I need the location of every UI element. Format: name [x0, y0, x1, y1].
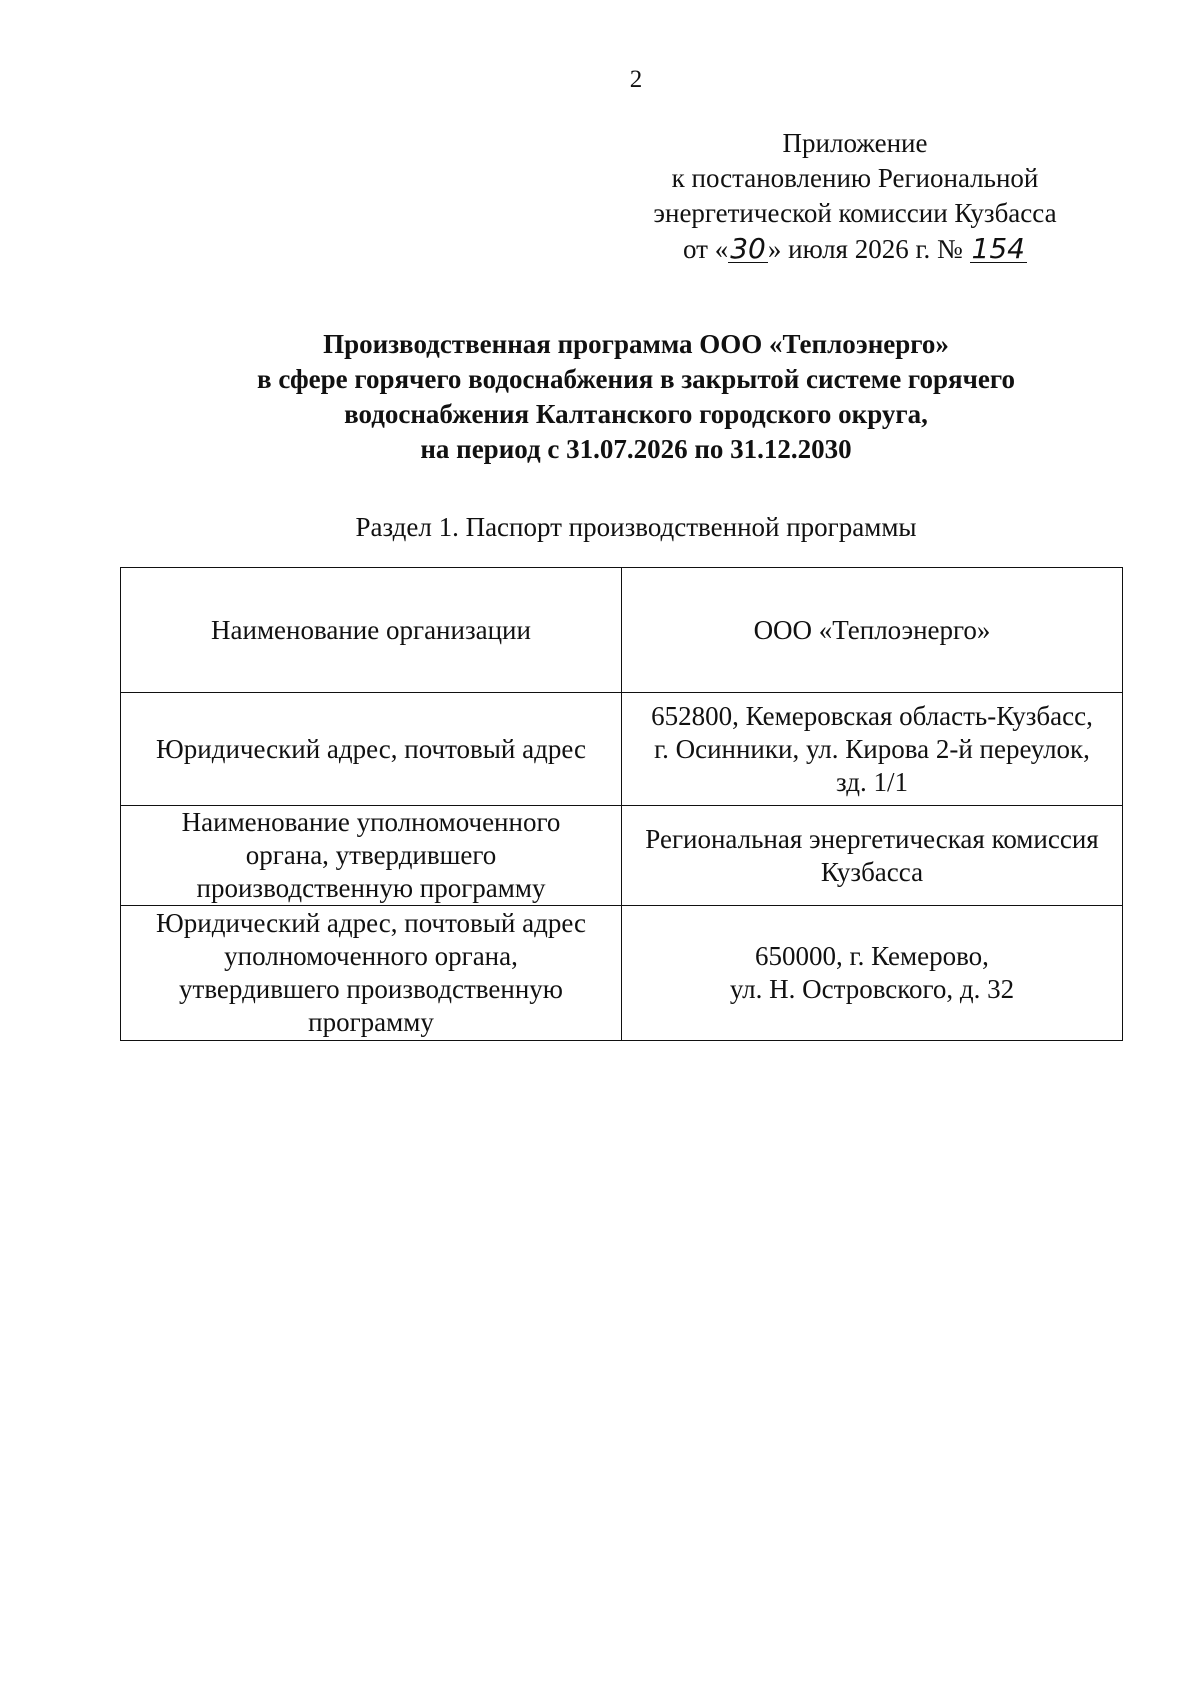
table-cell-label — [121, 806, 622, 906]
cell-line: уполномоченного органа, — [224, 941, 518, 971]
cell-line: органа, утвердившего — [245, 840, 497, 870]
date-middle: » июля 2026 г. № — [767, 234, 963, 264]
cell-line: ул. Н. Островского, д. 32 — [729, 974, 1015, 1004]
table-row — [121, 693, 1123, 806]
cell-line: Наименование организации — [211, 614, 531, 645]
program-title-line-2: в сфере горячего водоснабжения в закрытой системе горячего — [257, 364, 1015, 394]
date-prefix: от « — [683, 234, 729, 264]
handwritten-number: 154 — [971, 232, 1025, 265]
appendix-header — [560, 126, 1150, 267]
page-number: 2 — [629, 66, 643, 93]
cell-line: Кузбасса — [820, 856, 924, 887]
appendix-date-line — [560, 231, 1150, 267]
cell-line: зд. 1/1 — [836, 766, 908, 797]
table-cell-label — [121, 568, 622, 693]
table-cell-value — [622, 693, 1123, 806]
cell-line: Региональная энергетическая комиссия — [645, 823, 1099, 854]
table-row — [121, 906, 1123, 1041]
program-title-line-3: водоснабжения Калтанского городского округа, — [344, 399, 928, 429]
table-row — [121, 568, 1123, 693]
cell-line: ООО «Теплоэнерго» — [753, 614, 991, 645]
cell-line: утвердившего производственную — [179, 974, 563, 1004]
cell-line: 652800, Кемеровская область-Кузбасс, — [651, 700, 1093, 731]
section-title: Раздел 1. Паспорт производственной программы — [355, 512, 917, 542]
cell-line: г. Осинники, ул. Кирова 2-й переулок, — [654, 733, 1090, 764]
cell-line: Юридический адрес, почтовый адрес — [156, 733, 586, 764]
program-title — [0, 327, 1200, 467]
cell-line: программу — [308, 1007, 434, 1037]
cell-line: Наименование уполномоченного — [181, 807, 561, 837]
table-cell-label — [121, 693, 622, 806]
program-title-line-1: Производственная программа ООО «Теплоэнерго» — [323, 329, 949, 359]
program-title-line-4: на период с 31.07.2026 по 31.12.2030 — [420, 434, 852, 464]
handwritten-day: 30 — [730, 232, 766, 265]
cell-line: Юридический адрес, почтовый адрес — [156, 908, 586, 938]
table-cell-value — [622, 568, 1123, 693]
passport-table — [120, 567, 1123, 1041]
table-row — [121, 806, 1123, 906]
table-cell-value — [622, 906, 1123, 1041]
cell-line: производственную программу — [196, 873, 546, 903]
appendix-label: Приложение — [782, 128, 928, 158]
appendix-reference: к постановлению Региональной — [671, 163, 1039, 193]
appendix-authority: энергетической комиссии Кузбасса — [653, 198, 1057, 228]
cell-line: 650000, г. Кемерово, — [755, 941, 989, 971]
table-cell-value — [622, 806, 1123, 906]
table-cell-label — [121, 906, 622, 1041]
